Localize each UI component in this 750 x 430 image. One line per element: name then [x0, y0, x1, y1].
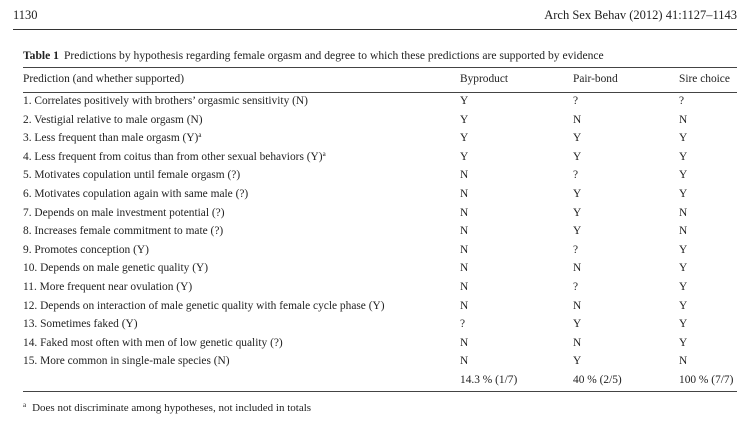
pair-bond-cell: Y: [573, 150, 582, 163]
prediction-text: 15. More common in single-male species (N): [23, 355, 230, 368]
pair-bond-cell: ?: [573, 243, 579, 256]
pair-bond-cell: N: [573, 113, 582, 126]
sire-choice-cell: Y: [679, 318, 688, 331]
totals-row: [23, 371, 737, 390]
prediction-text: 14. Faked most often with men of low genetic quality (?): [23, 336, 283, 349]
byproduct-cell: Y: [460, 113, 469, 126]
table-caption-text: Predictions by hypothesis regarding female orgasm and degree to which these predictions are supported by evidence: [63, 49, 604, 62]
table-body: [23, 89, 737, 390]
journal-citation: Arch Sex Behav (2012) 41:1127–1143: [544, 8, 737, 22]
table-row: [23, 129, 737, 148]
table-row: [23, 259, 737, 278]
footnote-text: Does not discriminate among hypotheses, not included in totals: [32, 402, 312, 414]
prediction-text: 12. Depends on interaction of male genetic quality with female cycle phase (Y): [23, 299, 385, 312]
pair-bond-cell: ?: [573, 169, 579, 182]
prediction-cell: [23, 352, 460, 371]
table-row: [23, 352, 737, 371]
byproduct-cell: N: [460, 355, 469, 368]
prediction-cell: [23, 111, 460, 130]
prediction-text: 13. Sometimes faked (Y): [23, 318, 138, 331]
table-header-row: [23, 70, 737, 89]
pair-bond-total: 40 % (2/5): [573, 373, 622, 386]
running-header: [13, 8, 737, 23]
prediction-text: 6. Motivates copulation again with same male (?): [23, 187, 249, 200]
prediction-text: 1. Correlates positively with brothers’ orgasmic sensitivity (N): [23, 95, 308, 107]
table-row: [23, 315, 737, 334]
sire-choice-cell: Y: [679, 299, 688, 312]
table-row: [23, 148, 737, 167]
table-row: [23, 241, 737, 260]
sire-choice-cell: Y: [679, 169, 688, 182]
byproduct-cell: N: [460, 262, 469, 275]
sire-choice-cell: Y: [679, 336, 688, 349]
byproduct-cell: N: [460, 243, 469, 256]
header-rule: [13, 29, 737, 30]
column-header-sire-choice: Sire choice: [679, 73, 730, 85]
table-row: [23, 111, 737, 130]
prediction-text: 4. Less frequent from coitus than from other sexual behaviors (Y): [23, 150, 323, 163]
column-header-byproduct: Byproduct: [460, 73, 509, 85]
pair-bond-cell: Y: [573, 187, 582, 200]
pair-bond-cell: N: [573, 336, 582, 349]
prediction-cell: [23, 334, 460, 353]
table-row: [23, 204, 737, 223]
prediction-cell: [23, 259, 460, 278]
table-row: [23, 334, 737, 353]
sire-choice-cell: Y: [679, 187, 688, 200]
prediction-text: 7. Depends on male investment potential (?): [23, 206, 225, 219]
pair-bond-cell: Y: [573, 132, 582, 145]
table-row: [23, 278, 737, 297]
column-header-prediction: Prediction (and whether supported): [23, 73, 185, 85]
sire-choice-cell: N: [679, 225, 688, 238]
byproduct-cell: Y: [460, 150, 469, 163]
table-top-rule: [23, 67, 737, 68]
byproduct-cell: Y: [460, 95, 469, 107]
byproduct-cell: N: [460, 206, 469, 219]
page-number: 1130: [13, 8, 38, 22]
pair-bond-cell: N: [573, 299, 582, 312]
byproduct-cell: N: [460, 336, 469, 349]
prediction-cell: [23, 166, 460, 185]
footnote-marker: a: [23, 401, 27, 409]
totals-label-cell: [23, 371, 460, 390]
prediction-cell: [23, 241, 460, 260]
pair-bond-cell: Y: [573, 355, 582, 368]
pair-bond-cell: Y: [573, 225, 582, 238]
sire-choice-cell: N: [679, 113, 688, 126]
table-row: [23, 89, 737, 111]
footnote-ref: a: [198, 131, 202, 140]
table-row: [23, 166, 737, 185]
prediction-cell: [23, 148, 460, 167]
prediction-text: 9. Promotes conception (Y): [23, 243, 149, 256]
byproduct-cell: N: [460, 299, 469, 312]
byproduct-total: 14.3 % (1/7): [460, 373, 518, 386]
table-bottom-rule: [23, 391, 737, 392]
sire-choice-cell: N: [679, 206, 688, 219]
prediction-text: 10. Depends on male genetic quality (Y): [23, 262, 209, 275]
prediction-text: 8. Increases female commitment to mate (?): [23, 225, 224, 238]
byproduct-cell: Y: [460, 132, 469, 145]
byproduct-cell: N: [460, 225, 469, 238]
byproduct-cell: N: [460, 187, 469, 200]
table-label: Table 1: [23, 49, 59, 62]
table-row: [23, 185, 737, 204]
sire-choice-cell: Y: [679, 150, 688, 163]
pair-bond-cell: ?: [573, 95, 579, 107]
sire-choice-cell: ?: [679, 95, 685, 107]
sire-choice-total: 100 % (7/7): [679, 373, 734, 386]
prediction-text: 2. Vestigial relative to male orgasm (N): [23, 113, 203, 126]
prediction-cell: [23, 204, 460, 223]
sire-choice-cell: Y: [679, 262, 688, 275]
prediction-text: 3. Less frequent than male orgasm (Y): [23, 132, 199, 145]
table-row: [23, 222, 737, 241]
sire-choice-cell: Y: [679, 132, 688, 145]
byproduct-cell: ?: [460, 318, 466, 331]
pair-bond-cell: Y: [573, 206, 582, 219]
prediction-cell: [23, 297, 460, 316]
prediction-cell: [23, 89, 460, 111]
table-footnote: [23, 402, 311, 414]
predictions-table: [23, 70, 737, 390]
byproduct-cell: N: [460, 169, 469, 182]
table-row: [23, 297, 737, 316]
prediction-text: 11. More frequent near ovulation (Y): [23, 280, 193, 293]
byproduct-cell: N: [460, 280, 469, 293]
prediction-cell: [23, 222, 460, 241]
sire-choice-cell: Y: [679, 280, 688, 293]
prediction-cell: [23, 129, 460, 148]
pair-bond-cell: Y: [573, 318, 582, 331]
column-header-pair-bond: Pair-bond: [573, 73, 618, 85]
prediction-cell: [23, 315, 460, 334]
table-caption: [23, 49, 730, 62]
prediction-text: 5. Motivates copulation until female orgasm (?): [23, 169, 241, 182]
sire-choice-cell: Y: [679, 243, 688, 256]
prediction-cell: [23, 185, 460, 204]
footnote-ref: a: [322, 149, 326, 158]
pair-bond-cell: N: [573, 262, 582, 275]
prediction-cell: [23, 278, 460, 297]
pair-bond-cell: ?: [573, 280, 579, 293]
sire-choice-cell: N: [679, 355, 688, 368]
